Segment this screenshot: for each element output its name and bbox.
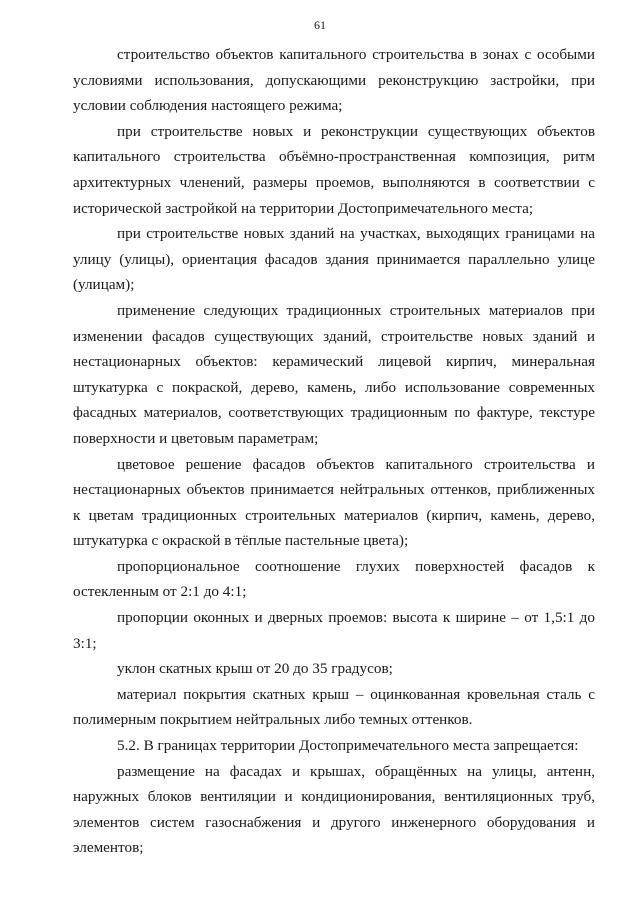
paragraph: при строительстве новых зданий на участках, выходящих границами на улицу (улицы), ориентация фасадов здания принимается параллельно улице (улицам); [73, 225, 595, 294]
paragraph: материал покрытия скатных крыш – оцинкованная кровельная сталь с полимерным покрытием нейтральных либо темных оттенков. [73, 685, 595, 729]
section-heading: 5.2. В границах территории Достопримечательного места запрещается: [117, 737, 579, 755]
paragraph: строительство объектов капитального строительства в зонах с особыми условиями использования, допускающими реконструкцию застройки, при условии соблюдения настоящего режима; [73, 46, 595, 115]
paragraph: применение следующих традиционных строительных материалов при изменении фасадов существующих зданий, строительстве новых зданий и нестационарных объектов: керамический лицевой кирпич, минеральная штукатурка с покраской, дерево, камень, либо использование современных фасадных материалов, соответствующих традиционным по фактуре, текстуре поверхности и цветовым параметрам; [73, 301, 595, 447]
paragraph: цветовое решение фасадов объектов капитального строительства и нестационарных объектов принимается нейтральных оттенков, приближенных к цветам традиционных строительных материалов (кирпич, камень, дерево, штукатурка с окраской в тёплые пастельные цвета); [73, 455, 595, 550]
page-number: 61 [314, 18, 326, 32]
document-body [73, 42, 595, 861]
paragraph: при строительстве новых и реконструкции существующих объектов капитального строительства объёмно-пространственная композиция, ритм архитектурных членений, размеры проемов, выполняются в соответствии с исторической застройкой на территории Достопримечательного места; [73, 122, 595, 217]
paragraph: уклон скатных крыш от 20 до 35 градусов; [117, 660, 393, 678]
paragraph: пропорции оконных и дверных проемов: высота к ширине – от 1,5:1 до 3:1; [73, 609, 595, 652]
paragraph: размещение на фасадах и крышах, обращённых на улицы, антенн, наружных блоков вентиляции и кондиционирования, вентиляционных труб, элементов систем газоснабжения и другого инженерного оборудования и элементов; [73, 762, 595, 857]
paragraph: пропорциональное соотношение глухих поверхностей фасадов к остекленным от 2:1 до 4:1; [73, 557, 595, 601]
